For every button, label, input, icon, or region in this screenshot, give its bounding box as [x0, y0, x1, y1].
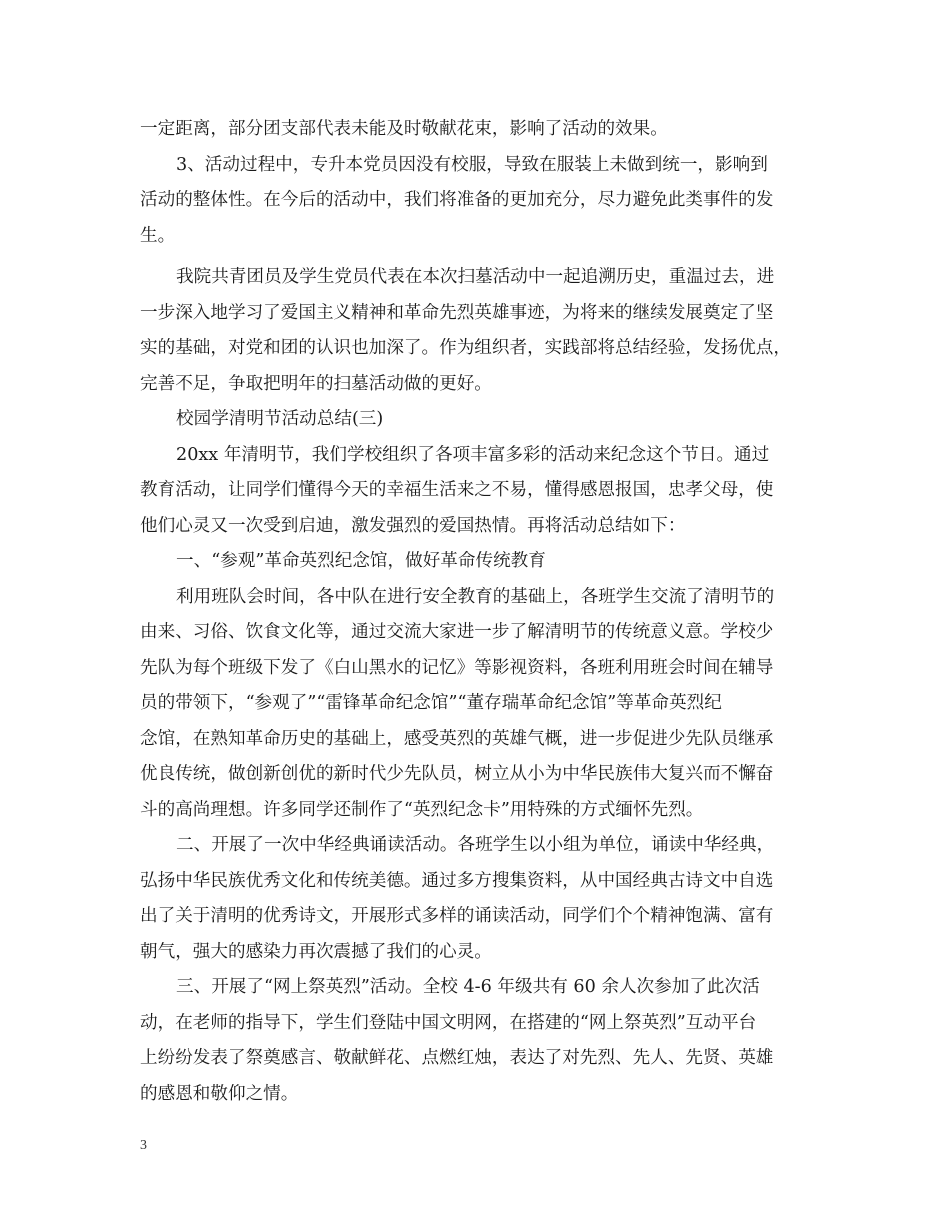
- text-line: 的感恩和敬仰之情。: [140, 1083, 299, 1104]
- text-line: 二、开展了一次中华经典诵读活动。各班学生以小组为单位，诵读中华经典，: [176, 835, 775, 855]
- text-line: 弘扬中华民族优秀文化和传统美德。通过多方搜集资料，从中国经典古诗文中自选: [140, 870, 774, 891]
- text-line: 斗的高尚理想。许多同学还制作了“英烈纪念卡”用特殊的方式缅怀先烈。: [140, 799, 704, 820]
- text-line: 20xx 年清明节，我们学校组织了各项丰富多彩的活动来纪念这个节日。通过: [176, 444, 770, 465]
- text-line: 念馆，在熟知革命历史的基础上，感受英烈的英雄气概，进一步促进少先队员继承: [140, 728, 774, 749]
- text-line: 完善不足，争取把明年的扫墓活动做的更好。: [140, 373, 492, 394]
- text-line: 一步深入地学习了爱国主义精神和革命先烈英雄事迹，为将来的继续发展奠定了坚: [140, 302, 774, 323]
- text-line: 利用班队会时间，各中队在进行安全教育的基础上，各班学生交流了清明节的: [176, 586, 775, 607]
- text-line: 优良传统，做创新创优的新时代少先队员，树立从小为中华民族伟大复兴而不懈奋: [140, 764, 774, 784]
- text-line: 由来、习俗、饮食文化等，通过交流大家进一步了解清明节的传统意义意。学校少: [140, 622, 774, 642]
- text-line: 先队为每个班级下发了《白山黑水的记忆》等影视资料，各班利用班会时间在辅导: [140, 657, 774, 678]
- text-line: 3、活动过程中，专升本党员因没有校服，导致在服装上未做到统一，影响到: [176, 154, 768, 175]
- text-line: 教育活动，让同学们懂得今天的幸福生活来之不易，懂得感恩报国，忠孝父母，使: [140, 480, 774, 500]
- text-line: 生。: [140, 225, 176, 246]
- text-line: 活动的整体性。在今后的活动中，我们将准备的更加充分，尽力避免此类事件的发: [140, 190, 774, 210]
- text-line: 实的基础，对党和团的认识也加深了。作为组织者，实践部将总结经验，发扬优点，: [140, 338, 791, 358]
- section-heading: 校园学清明节活动总结(三): [176, 409, 384, 429]
- text-line: 出了关于清明的优秀诗文，开展形式多样的诵读活动，同学们个个精神饱满、富有: [140, 906, 774, 926]
- text-line: 他们心灵又一次受到启迪，激发强烈的爱国热情。再将活动总结如下：: [140, 515, 686, 536]
- text-line: 三、开展了“网上祭英烈”活动。全校 4-6 年级共有 60 余人次参加了此次活: [176, 977, 760, 997]
- document-body: [140, 112, 816, 1112]
- page-number: 3: [140, 1138, 147, 1153]
- text-line: 我院共青团员及学生党员代表在本次扫墓活动中一起追溯历史，重温过去，进: [176, 267, 775, 287]
- text-line: 一定距离，部分团支部代表未能及时敬献花束，影响了活动的效果。: [140, 119, 668, 139]
- text-line: 动，在老师的指导下，学生们登陆中国文明网，在搭建的“网上祭英烈”互动平台: [140, 1012, 757, 1033]
- text-line: 上纷纷发表了祭奠感言、敬献鲜花、点燃红烛，表达了对先烈、先人、先贤、英雄: [140, 1048, 774, 1068]
- text-line: 员的带领下，“参观了”“雷锋革命纪念馆”“董存瑞革命纪念馆”等革命英烈纪: [140, 693, 722, 713]
- subsection-heading: 一、“参观”革命英烈纪念馆，做好革命传统教育: [176, 551, 546, 571]
- text-line: 朝气，强大的感染力再次震撼了我们的心灵。: [140, 941, 492, 962]
